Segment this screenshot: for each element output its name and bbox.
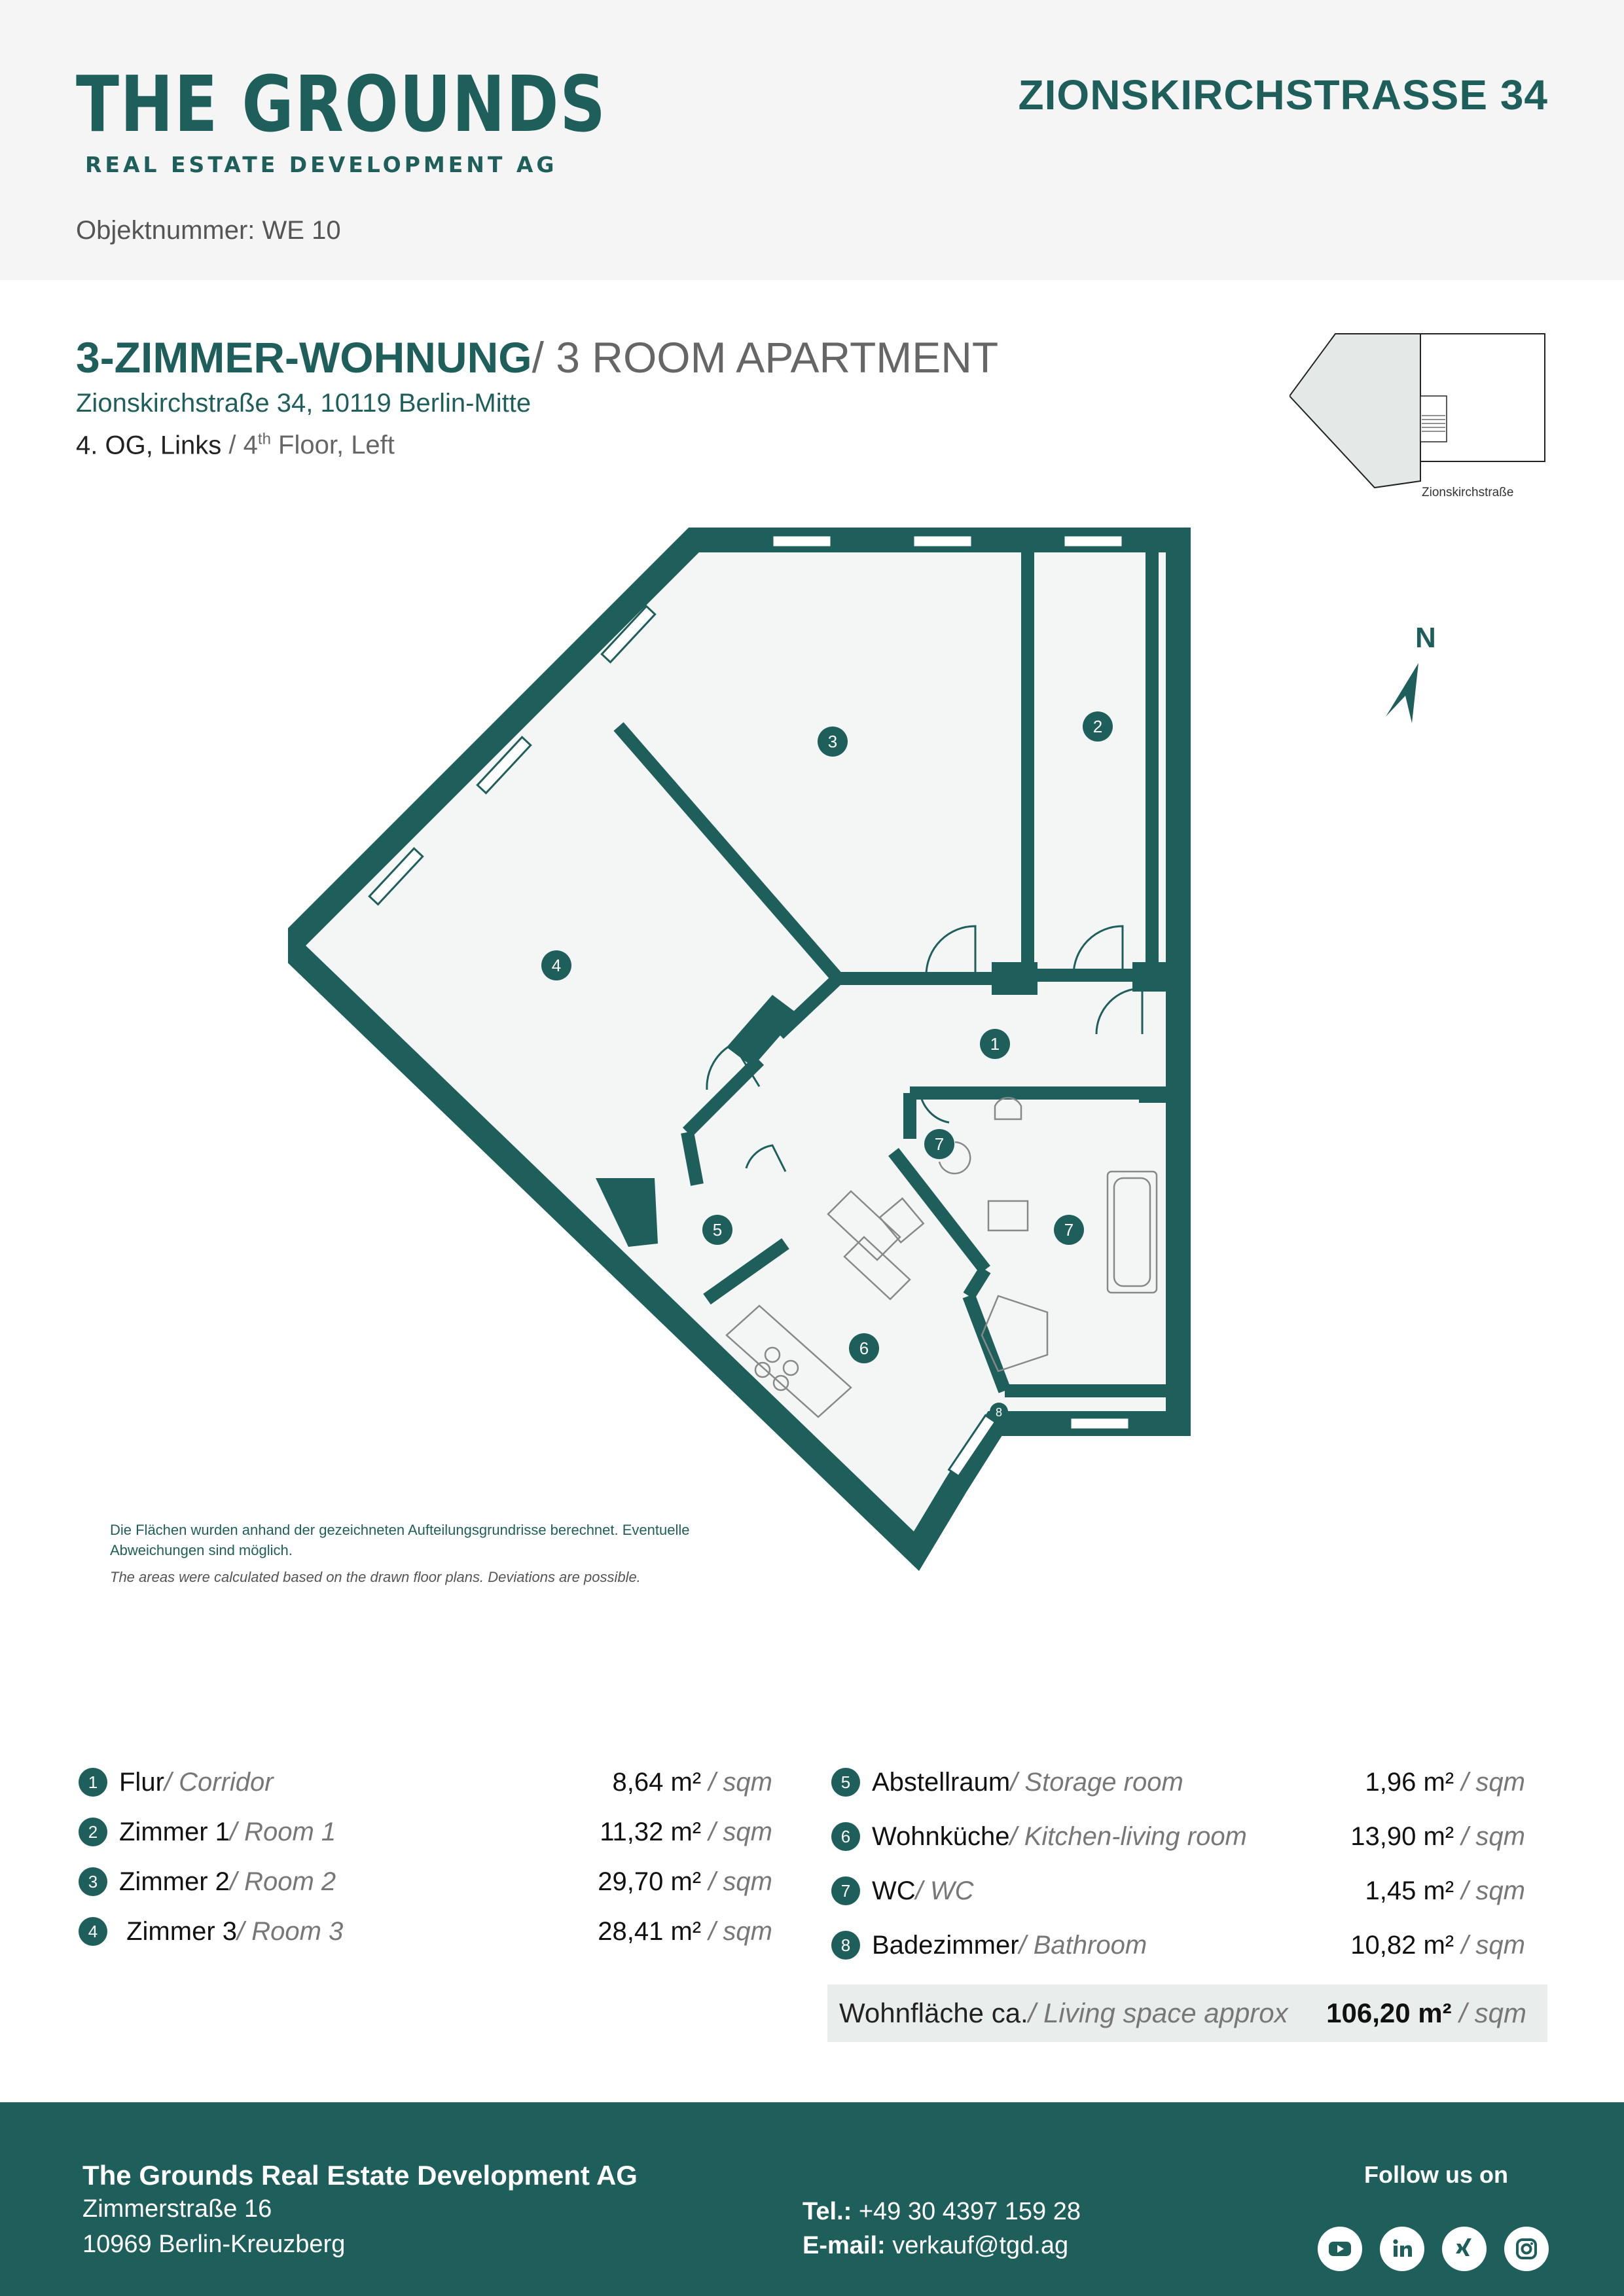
linkedin-icon[interactable] — [1380, 2227, 1424, 2271]
svg-text:7: 7 — [934, 1134, 945, 1154]
north-arrow-icon — [1378, 619, 1437, 723]
room-row — [79, 1862, 772, 1901]
room-number-badge: 1 — [79, 1768, 107, 1797]
floor-plan — [288, 524, 1204, 1584]
room-area: 29,70 m² — [598, 1867, 702, 1896]
room-name-de: Badezimmer — [872, 1930, 1019, 1960]
phone-number[interactable]: +49 30 4397 159 28 — [852, 2198, 1081, 2225]
footer-city: 10969 Berlin-Kreuzberg — [82, 2231, 346, 2258]
footer-email — [803, 2232, 1068, 2260]
building-key-plan — [1290, 331, 1551, 504]
instagram-icon[interactable] — [1504, 2227, 1549, 2271]
room-row — [831, 1817, 1525, 1856]
room-name-en: / Room 1 — [229, 1817, 336, 1846]
room-name-de: Zimmer 1 — [119, 1817, 230, 1846]
room-name-de: Wohnküche — [872, 1821, 1010, 1851]
footer-phone — [803, 2198, 1081, 2226]
footer — [0, 2102, 1624, 2296]
footer-street: Zimmerstraße 16 — [82, 2195, 272, 2223]
floor-de: 4. OG, Links — [76, 431, 222, 460]
room-area: 1,96 m² — [1365, 1767, 1454, 1797]
plan-label-1 — [980, 1029, 1010, 1059]
room-row — [831, 1871, 1525, 1910]
room-name-en: / Corridor — [164, 1767, 274, 1797]
room-row — [79, 1912, 772, 1951]
apartment-floor — [76, 431, 395, 460]
key-plan-street-label: Zionskirchstraße — [1422, 486, 1514, 499]
apartment-address: Zionskirchstraße 34, 10119 Berlin-Mitte — [76, 389, 532, 418]
email-address[interactable]: verkauf@tgd.ag — [885, 2232, 1069, 2259]
xing-icon[interactable] — [1442, 2227, 1487, 2271]
plan-label-7-wc — [924, 1129, 954, 1159]
footer-company: The Grounds Real Estate Development AG — [82, 2160, 638, 2191]
plan-label-8 — [990, 1403, 1008, 1421]
header-band — [0, 0, 1624, 280]
room-name-en: / Room 2 — [229, 1867, 336, 1896]
email-label: E-mail: — [803, 2232, 886, 2259]
room-name-de: Flur — [119, 1767, 164, 1797]
room-area: 13,90 m² — [1350, 1821, 1454, 1851]
svg-text:6: 6 — [859, 1338, 869, 1358]
room-area-unit: / sqm — [701, 1767, 772, 1797]
room-area: 11,32 m² — [600, 1817, 702, 1846]
room-area-unit: / sqm — [1454, 1930, 1525, 1960]
room-number-badge: 2 — [79, 1818, 107, 1846]
object-number: Objektnummer: WE 10 — [76, 216, 341, 245]
youtube-icon[interactable] — [1318, 2227, 1362, 2271]
apartment-title — [76, 332, 998, 382]
floor-en-sup: th — [257, 431, 271, 448]
living-space-total — [827, 1984, 1547, 2042]
apartment-title-en: / 3 ROOM APARTMENT — [532, 333, 999, 382]
room-number-badge: 3 — [79, 1867, 107, 1896]
room-area: 8,64 m² — [612, 1767, 702, 1797]
room-area-unit: / sqm — [701, 1867, 772, 1896]
floor-en-prefix: / 4 — [221, 431, 258, 460]
room-number-badge: 6 — [831, 1822, 860, 1851]
phone-label: Tel.: — [803, 2198, 852, 2225]
logo-wordmark: THE GROUNDS — [76, 59, 607, 149]
room-row — [831, 1763, 1525, 1802]
room-area: 1,45 m² — [1365, 1876, 1454, 1905]
room-area-unit: / sqm — [1454, 1821, 1525, 1851]
room-name-de: WC — [872, 1876, 916, 1905]
plan-label-5 — [702, 1215, 732, 1245]
room-name-de: Zimmer 3 — [119, 1916, 237, 1946]
svg-text:7: 7 — [1064, 1220, 1074, 1240]
room-row — [79, 1763, 772, 1802]
total-area-unit: / sqm — [1451, 1998, 1526, 2028]
room-area-unit: / sqm — [1454, 1767, 1525, 1797]
floor-en-suffix: Floor, Left — [270, 431, 395, 460]
logo-subline: REAL ESTATE DEVELOPMENT AG — [85, 152, 558, 177]
room-area-unit: / sqm — [701, 1817, 772, 1846]
svg-text:2: 2 — [1092, 717, 1103, 736]
area-note-de: Die Flächen wurden anhand der gezeichneten Aufteilungsgrundrisse berechnet. Eventuelle Abweichungen sind möglich. — [110, 1522, 690, 1558]
north-label: N — [1415, 622, 1436, 654]
room-row — [831, 1926, 1525, 1965]
svg-text:8: 8 — [995, 1406, 1003, 1419]
room-area: 10,82 m² — [1350, 1930, 1454, 1960]
svg-text:4: 4 — [551, 956, 562, 975]
plan-label-2 — [1083, 711, 1113, 742]
svg-text:3: 3 — [827, 732, 838, 751]
total-label-de: Wohnfläche ca. — [839, 1998, 1028, 2028]
room-row — [79, 1812, 772, 1852]
follow-us-label: Follow us on — [1364, 2161, 1508, 2188]
apartment-title-de: 3-ZIMMER-WOHNUNG — [76, 333, 532, 382]
street-title: ZIONSKIRCHSTRASSE 34 — [1018, 71, 1548, 118]
room-name-en: / Bathroom — [1019, 1930, 1147, 1960]
room-name-en: / Storage room — [1010, 1767, 1183, 1797]
room-area: 28,41 m² — [598, 1916, 702, 1946]
room-number-badge: 5 — [831, 1768, 860, 1797]
total-label-en: / Living space approx — [1028, 1998, 1288, 2028]
room-name-de: Zimmer 2 — [119, 1867, 230, 1896]
room-name-de: Abstellraum — [872, 1767, 1011, 1797]
room-number-badge: 4 — [79, 1917, 107, 1946]
area-note-en: The areas were calculated based on the drawn floor plans. Deviations are possible. — [110, 1569, 641, 1585]
svg-text:1: 1 — [990, 1034, 1000, 1054]
room-name-en: / WC — [915, 1876, 974, 1905]
room-area-unit: / sqm — [1454, 1876, 1525, 1905]
room-area-unit: / sqm — [701, 1916, 772, 1946]
room-number-badge: 7 — [831, 1876, 860, 1905]
room-number-badge: 8 — [831, 1931, 860, 1960]
plan-label-4 — [541, 950, 571, 980]
room-name-en: / Room 3 — [237, 1916, 344, 1946]
total-area: 106,20 m² — [1326, 1998, 1452, 2028]
plan-label-3 — [818, 726, 848, 757]
room-name-en: / Kitchen-living room — [1009, 1821, 1247, 1851]
plan-label-6 — [849, 1333, 879, 1363]
svg-text:5: 5 — [712, 1220, 723, 1240]
plan-label-7-bath — [1054, 1215, 1084, 1245]
